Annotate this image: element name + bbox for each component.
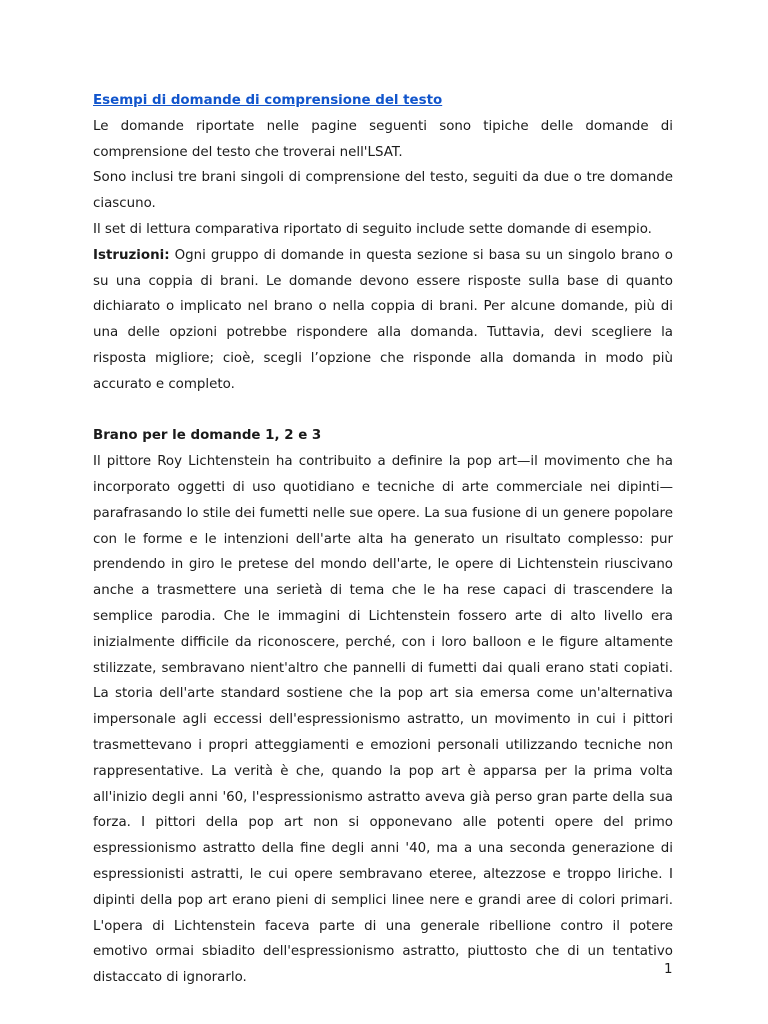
intro-paragraph-3: Il set di lettura comparativa riportato di seguito include sette domande di esempio. [93, 221, 652, 237]
instructions-text: Ogni gruppo di domande in questa sezione si basa su un singolo brano o su una coppia di brani. Le domande devono essere risposte sulla base di quanto dichiarato o implicato nel brano o nella coppia di brani. Per alcune domande, più di una delle opzioni potrebbe rispondere alla domanda. Tuttavia, devi scegliere la risposta migliore; cioè, scegli l’opzione che risponde alla domanda in modo più accurato e completo. [93, 247, 673, 392]
spacer [93, 398, 673, 424]
passage-title: Brano per le domande 1, 2 e 3 [93, 428, 322, 444]
intro-paragraph-1: Le domande riportate nelle pagine seguenti sono tipiche delle domande di comprensione del testo che troverai nell'LSAT. [93, 118, 673, 160]
instructions-label: Istruzioni: [93, 247, 170, 263]
page-number: 1 [664, 962, 673, 977]
document-page [93, 88, 673, 991]
intro-paragraph-2: Sono inclusi tre brani singoli di comprensione del testo, seguiti da due o tre domande ciascuno. [93, 170, 673, 212]
document-heading[interactable] [93, 88, 673, 114]
instructions-paragraph [93, 243, 673, 398]
heading-link[interactable]: Esempi di domande di comprensione del testo [93, 93, 443, 108]
passage-text: Il pittore Roy Lichtenstein ha contribuito a definire la pop art—il movimento che ha incorporato oggetti di uso quotidiano e tecniche di arte commerciale nei dipinti—parafrasando lo stile dei fumetti nelle sue opere. La sua fusione di un genere popolare con le forme e le intenzioni dell'arte alta ha generato un risultato complesso: pur prendendo in giro le pretese del mondo dell'arte, le opere di Lichtenstein riuscivano anche a trasmettere una serietà di tema che le ha rese capaci di trascendere la semplice parodia. Che le immagini di Lichtenstein fossero arte di alto livello era inizialmente difficile da riconoscere, perché, con i loro balloon e le figure altamente stilizzate, sembravano nient'altro che pannelli di fumetti dai quali erano stati copiati. La storia dell'arte standard sostiene che la pop art sia emersa come un'alternativa impersonale agli eccessi dell'espressionismo astratto, un movimento in cui i pittori trasmettevano i propri atteggiamenti e emozioni personali utilizzando tecniche non rappresentative. La verità è che, quando la pop art è apparsa per la prima volta all'inizio degli anni '60, l'espressionismo astratto aveva già perso gran parte della sua forza. I pittori della pop art non si opponevano alle potenti opere del primo espressionismo astratto della fine degli anni '40, ma a una seconda generazione di espressionisti astratti, le cui opere sembravano eteree, altezzose e troppo liriche. I dipinti della pop art erano pieni di semplici linee nere e grandi aree di colori primari. L'opera di Lichtenstein faceva parte di una generale ribellione contro il potere emotivo ormai sbiadito dell'espressionismo astratto, piuttosto che di un tentativo distaccato di ignorarlo. [93, 454, 673, 986]
